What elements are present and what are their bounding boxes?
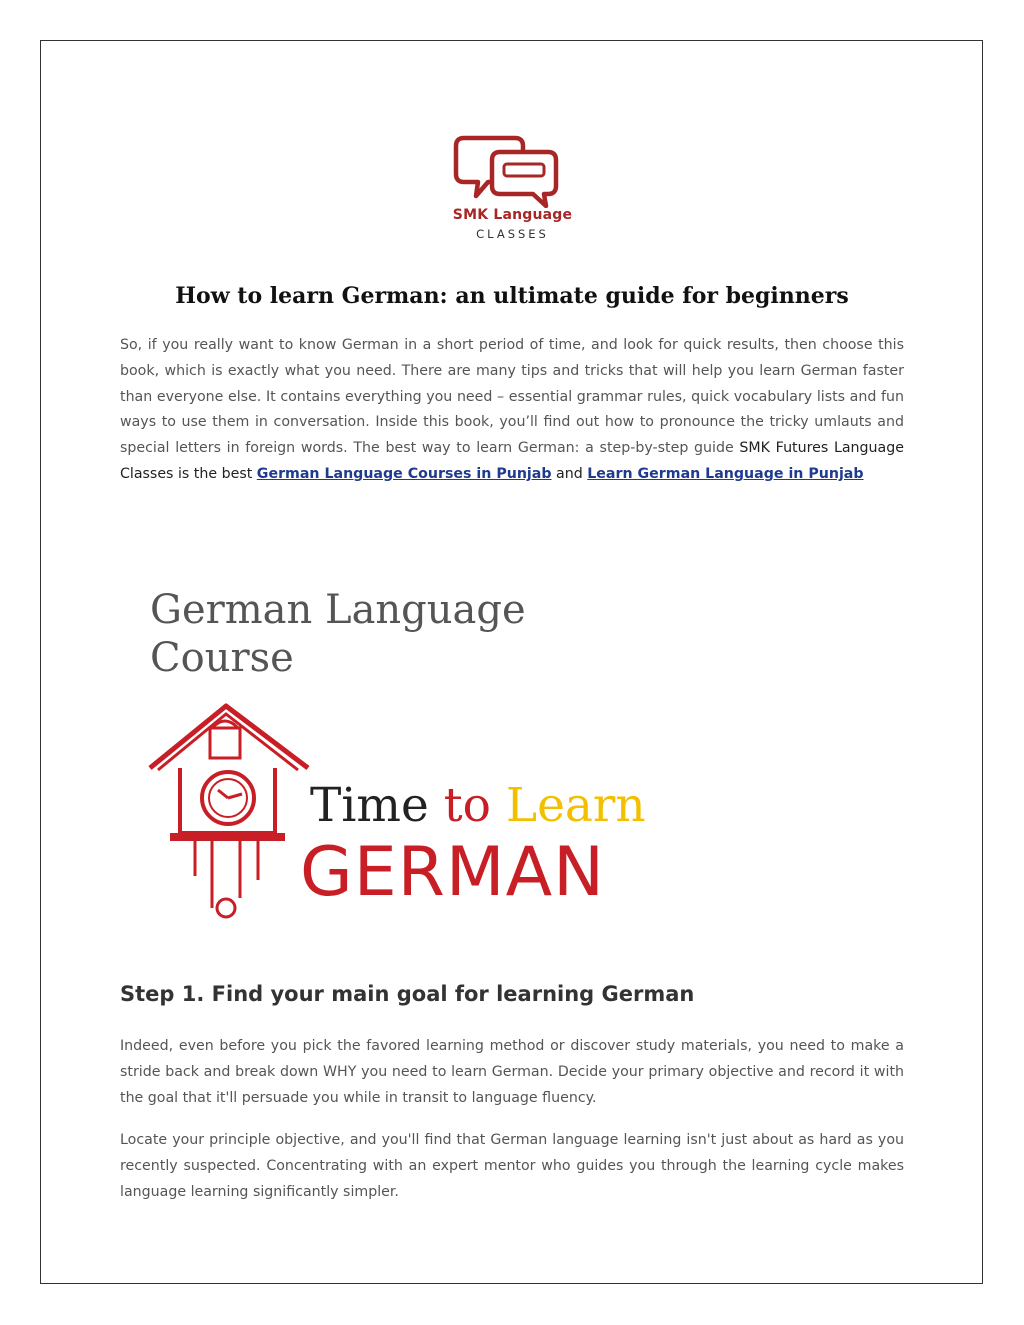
speech-bubbles-icon — [440, 130, 590, 208]
logo-subtitle: CLASSES — [476, 227, 549, 241]
course-banner — [140, 580, 780, 940]
step1-paragraph-2: Locate your principle objective, and you'll find that German language learning isn't just about as hard as you recently suspected. Concentrating with an expert mentor who guides you through the learning cycle makes language learning significantly simpler. — [120, 1132, 904, 1200]
banner-word-learn: Learn — [505, 778, 646, 833]
banner-title-line2: Course — [150, 635, 294, 681]
banner-word-to: to — [443, 778, 491, 833]
banner-word-time: Time — [310, 778, 429, 833]
cuckoo-clock-icon — [140, 698, 315, 923]
german-courses-link[interactable]: German Language Courses in Punjab — [256, 465, 552, 482]
banner-title-line1: German Language — [150, 587, 526, 633]
intro-text: So, if you really want to know German in a short period of time, and look for quick results, then choose this book, which is exactly what you need. There are many tips and tricks that will help you learn German faster than everyone else. It contains everything you need – essential grammar rules, quick vocabulary lists and fun ways to use them in conversation. Inside this book, you’ll find out how to pronounce the tricky umlauts and special letters in foreign words. The best way to learn German: a step-by-step guide — [120, 337, 904, 457]
step1-heading: Step 1. Find your main goal for learning German — [120, 982, 695, 1006]
smk-logo — [440, 130, 590, 245]
intro-paragraph — [120, 333, 904, 488]
learn-german-link[interactable]: Learn German Language in Punjab — [587, 465, 864, 482]
banner-word-german: GERMAN — [300, 833, 605, 912]
document-title: How to learn German: an ultimate guide for beginners — [175, 283, 849, 309]
banner-time-to-learn — [310, 778, 646, 834]
intro-connector: and — [551, 465, 588, 482]
logo-brand: SMK Language — [452, 207, 573, 223]
step1-paragraph-1: Indeed, even before you pick the favored learning method or discover study materials, you need to make a stride back and break down WHY you need to learn German. Decide your primary objective and record it with the goal that it'll persuade you while in transit to language fluency. — [120, 1038, 904, 1106]
intro-highlight: SMK Futures Language Classes is the best — [120, 440, 904, 482]
